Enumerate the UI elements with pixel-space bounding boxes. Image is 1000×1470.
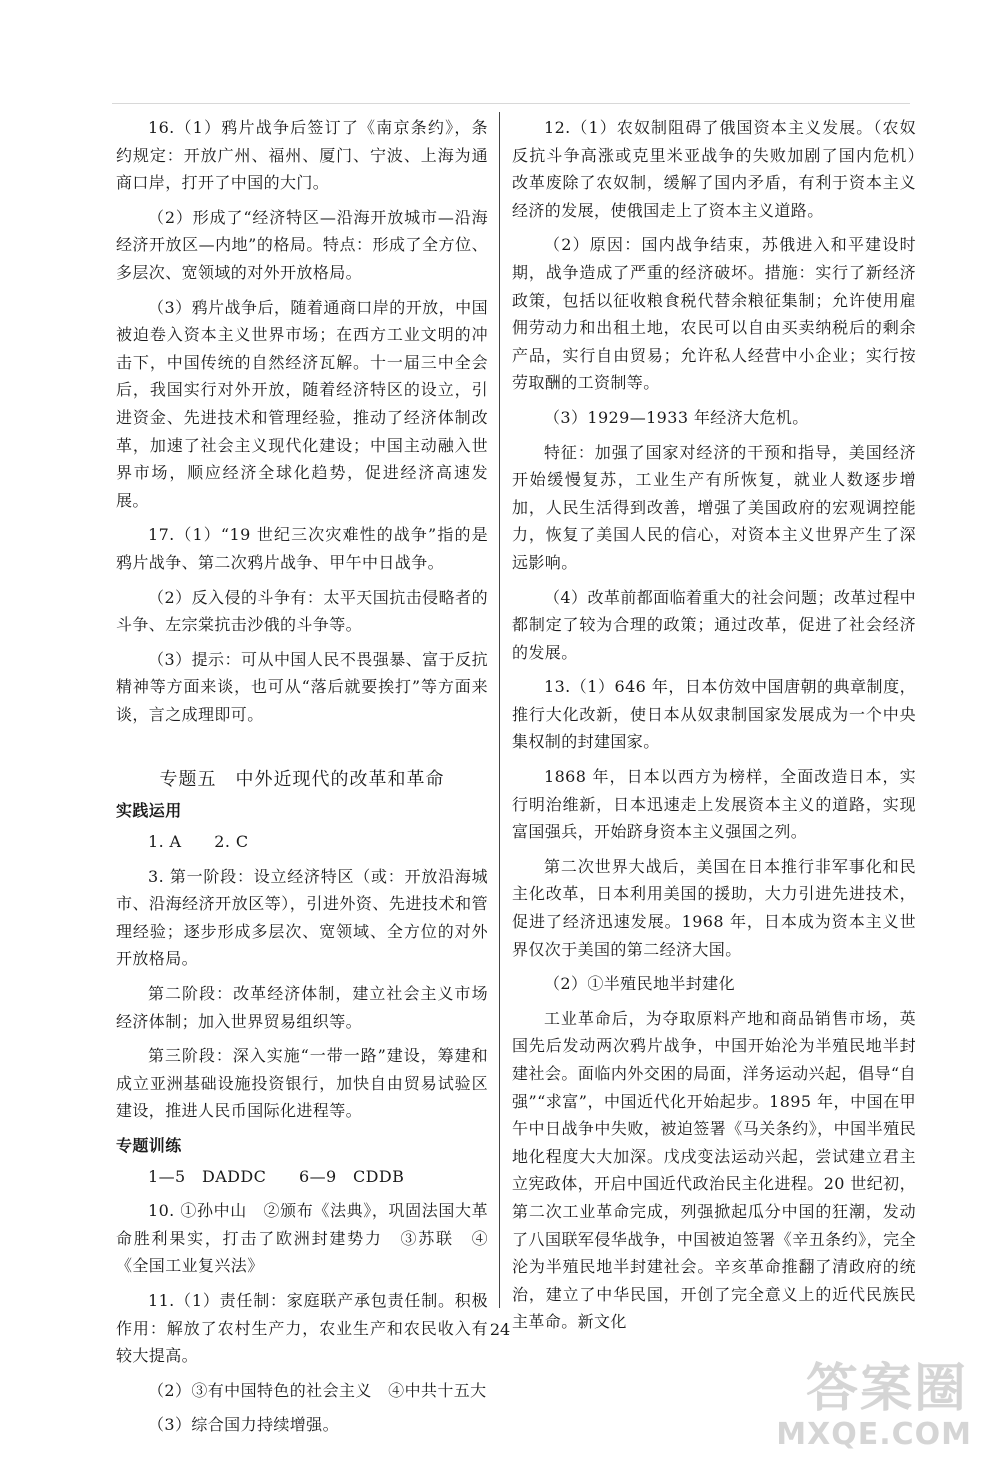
answer-17-1: 17.（1）“19 世纪三次灾难性的战争”指的是鸦片战争、第二次鸦片战争、甲午中日战争。 [116,525,488,572]
column-divider [499,112,500,1308]
answer-12-2: （2）原因：国内战争结束，苏俄进入和平建设时期，战争造成了严重的经济破坏。措施：实行了新经济政策，包括以征收粮食税代替余粮征集制；允许使用雇佣劳动力和出租土地，农民可以自由买卖纳税后的剩余产品，实行自由贸易；允许私人经营中小企业；实行按劳取酬的工资制等。 [512,235,916,393]
answer-17-2: （2）反入侵的斗争有：太平天国抗击侵略者的斗争、左宗棠抗击沙俄的斗争等。 [116,587,488,635]
answer-12-3-features: 特征：加强了国家对经济的干预和指导，美国经济开始缓慢复苏，工业生产有所恢复，就业人数逐步增加，人民生活得到改善，增强了美国政府的宏观调控能力，恢复了美国人民的信心，对资本主义世界产生了深远影响。 [512,442,916,572]
watermark-logo-text: 答案圈 [805,1359,968,1419]
answer-16-2: （2）形成了“经济特区—沿海开放城市—沿海经济开放区—内地”的格局。特点：形成了全方位、多层次、宽领域的对外开放格局。 [116,207,488,282]
answer-3-stage1: 3. 第一阶段：设立经济特区（或：开放沿海城市、沿海经济开放区等），引进外资、先进技术和管理经验；逐步形成多层次、宽领域、全方位的对外开放格局。 [116,866,488,969]
section-title: 专题五 中外近现代的改革和革命 [159,769,445,791]
answer-1-2: 1. A 2. C [148,832,249,852]
left-column [116,114,488,1446]
answer-13-1-meiji: 1868 年，日本以西方为榜样，全面改造日本，实行明治维新，日本迅速走上发展资本主义的道路，实现富国强兵，开始跻身资本主义强国之列。 [512,767,916,842]
answer-11-2: （2）③有中国特色的社会主义 ④中共十五大 [148,1380,487,1400]
answer-13-1: 13.（1）646 年，日本仿效中国唐朝的典章制度，推行大化改新，使日本从奴隶制国家发展成为一个中央集权制的封建国家。 [512,677,916,752]
answer-3-stage2: 第二阶段：改革经济体制，建立社会主义市场经济体制；加入世界贸易组织等。 [116,984,488,1031]
subheading-training: 专题训练 [116,1136,182,1155]
answer-12-1: 12.（1）农奴制阻碍了俄国资本主义发展。（农奴反抗斗争高涨或克里米亚战争的失败加剧了国内危机） 改革废除了农奴制，缓解了国内矛盾，有利于资本主义经济的发展，使俄国走上了资本主义道路。 [512,118,933,220]
watermark-url: MXQE.COM [776,1417,972,1452]
header-rule [112,103,910,104]
answer-1-9: 1—5 DADDC 6—9 CDDB [148,1166,405,1186]
answer-11-3: （3）综合国力持续增强。 [148,1415,339,1435]
answer-13-2: （2）①半殖民地半封建化 [544,974,735,994]
answer-17-3: （3）提示：可从中国人民不畏强暴、富于反抗精神等方面来谈，也可从“落后就要挨打”等方面来谈，言之成理即可。 [116,649,488,724]
answer-10: 10. ①孙中山 ②颁布《法典》，巩固法国大革命胜利果实，打击了欧洲封建势力 ③苏联 ④《全国工业复兴法》 [116,1201,488,1276]
answer-12-3: （3）1929—1933 年经济大危机。 [544,407,809,427]
answer-13-1-postwar: 第二次世界大战后，美国在日本推行非军事化和民主化改革，日本利用美国的援助，大力引进先进技术，促进了经济迅速发展。1968 年，日本成为资本主义世界仅次于美国的第二经济大国。 [512,856,916,959]
answer-3-stage3: 第三阶段：深入实施“一带一路”建设，筹建和成立亚洲基础设施投资银行，加快自由贸易试验区建设，推进人民币国际化进程等。 [116,1046,488,1121]
answer-11-1: 11.（1）责任制：家庭联产承包责任制。积极作用：解放了农村生产力，农业生产和农民收入有较大提高。 [116,1290,488,1366]
right-column [512,114,933,1343]
answer-16-3: （3）鸦片战争后，随着通商口岸的开放，中国被迫卷入资本主义世界市场；在西方工业文明的冲击下，中国传统的自然经济瓦解。十一届三中全会后，我国实行对外开放，随着经济特区的设立，引进资金、先进技术和管理经验，推动了经济体制改革，加速了社会主义现代化建设；中国主动融入世界市场，顺应经济全球化趋势，促进经济高速发展。 [116,297,488,510]
answer-13-2-detail: 工业革命后，为夺取原料产地和商品销售市场，英国先后发动两次鸦片战争，中国开始沦为半殖民地半封建社会。面临内外交困的局面，洋务运动兴起，倡导“自强”“求富”，中国近代化开始起步。1895 年，中国在甲午中日战争中失败，被迫签署《马关条约》，中国半殖民地化程度大大加深。戊戌变法运动兴起，尝试建立君主立宪政体，开启中国近代政治民主化进程。20 世纪初，第二次工业革命完成，列强掀起瓜分中国的狂潮，发动了八国联军侵华战争，中国被迫签署《辛丑条约》，完全沦为半殖民地半封建社会。辛亥革命推翻了清政府的统治，建立了中华民国，开创了完全意义上的近代民族民主革命。新文化 [512,1008,916,1332]
subheading-practice: 实践运用 [116,801,182,821]
watermark-logo [758,1346,978,1456]
answer-16-1: 16.（1）鸦片战争后签订了《南京条约》，条约规定：开放广州、福州、厦门、宁波、上海为通商口岸，打开了中国的大门。 [116,118,488,193]
answer-12-4: （4）改革前都面临着重大的社会问题；改革过程中都制定了较为合理的政策；通过改革，促进了社会经济的发展。 [512,587,916,662]
page-number: 24 [489,1320,511,1339]
